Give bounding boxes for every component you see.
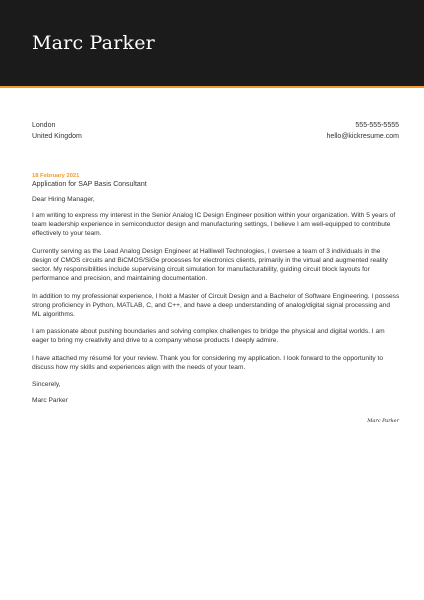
paragraph: In addition to my professional experience, I hold a Master of Circuit Design and a Bachelor of Software Engineering. I possess strong proficiency in Python, MATLAB, C, and C++, and have a deep understanding of analog/digital signal processing and ML algorithms. [32,292,400,318]
header-accent-line [0,86,424,88]
address-block [32,121,82,142]
letter-date: 18 February 2021 [32,173,80,179]
letter-body [32,195,400,414]
applicant-name: Marc Parker [32,32,155,54]
phone-number: 555-555-5555 [355,122,399,129]
paragraph: I have attached my résumé for your review. Thank you for considering my application. I look forward to the opportunity to discuss how my skills and experiences align with the needs of your team. [32,354,383,371]
contact-block [327,121,399,142]
letter-subject: Application for SAP Basis Consultant [32,181,147,188]
closing: Sincerely, [32,381,61,389]
paragraph: Currently serving as the Lead Analog Design Engineer at Halliwell Technologies, I oversee a team of 3 individuals in the design of CMOS circuits and BiCMOS/SiGe processes for electronics clients, primarily in the virtual and augmented reality sector. My responsibilities include supervising circuit simulation for manufacturability, guiding circuit block layouts for performance and precision, and maintaining documentation. [32,247,388,283]
address-city: London [32,122,56,129]
header-bar [0,0,424,86]
email-address: hello@kickresume.com [326,132,399,140]
address-country: United Kingdom [32,132,82,140]
salutation: Dear Hiring Manager, [32,196,95,203]
signoff-name: Marc Parker [32,397,68,405]
signature: Marc Parker [367,418,399,424]
paragraph: I am writing to express my interest in the Senior Analog IC Design Engineer position within your organization. With 5 years of team leadership experience in semiconductor design and manufacturing settings, I believe I am well-equipped to contribute effectively to your team. [32,212,396,238]
paragraph: I am passionate about pushing boundaries and solving complex challenges to bridge the physical and digital worlds. I am eager to bring my creativity and drive to a company whose products I deeply admire. [32,328,385,345]
